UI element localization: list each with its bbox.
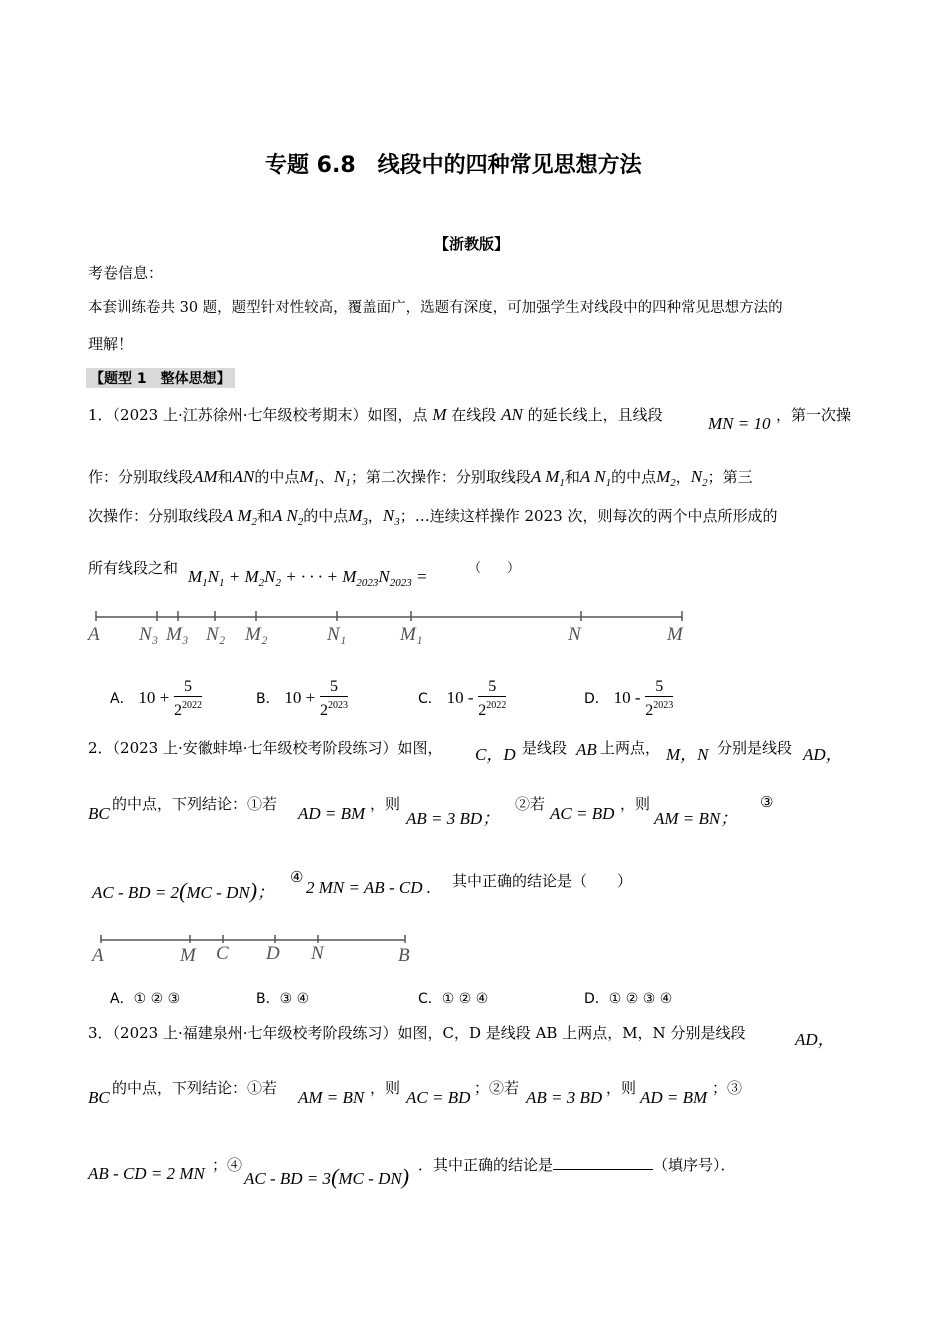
option-letter: C． [418, 691, 442, 707]
q3-source: （2023 上·福建泉州·七年级校考阶段练习）如图，C，D 是线段 AB 上两点，M，N 分别是线段 [112, 1024, 746, 1042]
q2-text: ③ [760, 793, 774, 811]
q2-text: ④ [290, 868, 304, 886]
q1-mn-equation: MN = 10 [708, 414, 771, 433]
q3-text: ；②若 [474, 1079, 520, 1097]
q2-cond2: AC = BD [550, 804, 615, 823]
q2-number: 2． [88, 739, 113, 757]
q1-text: 在线段 [451, 406, 497, 424]
q2-stmt3: AC - BD = 2(MC - DN)； [92, 878, 275, 903]
q2-text: 分别是线段 [717, 739, 793, 757]
fig-label: N₂ [206, 624, 226, 645]
q1-text: 的延长线上，且线段 [527, 406, 663, 424]
q2-res1: AB = 3 BD； [406, 809, 500, 828]
q3-text: ；③ [712, 1079, 743, 1097]
q1-math: A $N_1$ [579, 467, 612, 489]
q1-line1 [88, 404, 663, 425]
q1-option-c[interactable] [418, 678, 506, 720]
q1-option-a[interactable] [110, 678, 202, 720]
q2-option-a[interactable]: A．① ② ③ [110, 991, 181, 1007]
q1-answer-blank: （ ） [468, 561, 521, 576]
option-fraction: $\frac{5}{2^{2022}}$ [478, 678, 507, 719]
q2-line1 [88, 737, 443, 758]
fig-label: N₃ [139, 624, 159, 645]
q2-option-b[interactable]: B．③ ④ [256, 991, 310, 1007]
q2-math: AB [576, 740, 597, 759]
fig-label: A [92, 945, 104, 966]
fig-label: N [568, 624, 581, 645]
q2-option-c[interactable]: C．① ② ④ [418, 991, 489, 1007]
q1-option-d[interactable] [584, 678, 673, 720]
q1-text: 和 [564, 468, 580, 486]
option-fraction: $\frac{5}{2^{2023}}$ [645, 678, 674, 719]
q2-text: 上两点， [600, 739, 661, 757]
q2-math: M，N [666, 745, 709, 764]
q1-text: 和 [257, 507, 273, 525]
q2-text: 的中点，下列结论：①若 [112, 795, 278, 813]
option-letter: A． [110, 691, 134, 707]
q1-point-m: M [432, 405, 447, 424]
q1-line2: 作：分别取线段AM和AN的中点$M_1$、$N_1$；第二次操作：分别取线段A $M_1$和A $N_1$的中点$M_2$，$N_2$；第三 [88, 467, 753, 489]
fig-label: A [88, 624, 100, 645]
fig-label: N [311, 943, 324, 964]
q2-option-d[interactable]: D．① ② ③ ④ [584, 991, 673, 1007]
fig-label: C [216, 943, 229, 964]
answer-blank[interactable] [553, 1155, 653, 1170]
q1-text: 的中点 [611, 468, 657, 486]
q3-cond2: AB = 3 BD [526, 1088, 603, 1107]
page-title: 专题 6.8 线段中的四种常见思想方法 [265, 153, 642, 178]
q2-figure [95, 930, 415, 950]
q1-math: $N_1$ [334, 467, 351, 489]
q1-math: $N_2$ [690, 467, 708, 489]
q3-res2: AD = BM [640, 1088, 708, 1107]
q2-text: ，则 [620, 795, 651, 813]
q3-text: ，则 [370, 1079, 401, 1097]
q3-line3 [418, 1154, 736, 1175]
fig-label: M₃ [166, 624, 189, 645]
q1-am: AM [193, 467, 218, 486]
q1-sum-expression: $M_1N_1 + M_2N_2$ + · · · + $M_{2023}N_{2023}$ = [188, 567, 428, 589]
q3-text: ；④ [212, 1156, 243, 1174]
q1-math: A $M_2$ [223, 506, 258, 528]
q3-cond1: AM = BN [298, 1088, 365, 1107]
fig-label: N₁ [327, 624, 347, 645]
q1-math: A $N_2$ [272, 506, 304, 528]
q3-res1: AC = BD [406, 1088, 471, 1107]
q2-math: BC [88, 804, 110, 823]
section-heading: 【题型 1 整体思想】 [86, 368, 235, 388]
option-lead: 10 - [613, 688, 641, 707]
option-fraction: $\frac{5}{2^{2022}}$ [173, 678, 202, 719]
option-letter: D． [584, 691, 609, 707]
intro-text-2: 理解！ [88, 335, 134, 353]
q1-text: 次操作：分别取线段 [88, 507, 224, 525]
q1-an: AN [232, 467, 255, 486]
intro-text: 本套训练卷共 30 题，题型针对性较高，覆盖面广，选题有深度，可加强学生对线段中的四种常见思想方法的 [88, 300, 783, 316]
edition-label: 【浙教版】 [434, 235, 510, 253]
q3-text: 的中点，下列结论：①若 [112, 1079, 278, 1097]
option-lead: 10 + [138, 688, 170, 707]
q1-text: ，第一次操 [776, 406, 852, 424]
q1-text: 的中点 [254, 468, 300, 486]
fig-label: B [398, 945, 410, 966]
q1-text: 作：分别取线段 [88, 468, 194, 486]
q3-text: （填序号）． [653, 1156, 736, 1174]
fig-label: M [180, 945, 196, 966]
q2-text: ，则 [370, 795, 401, 813]
q1-math: $N_3$ [382, 506, 400, 528]
q1-math: $M_3$ [348, 506, 368, 528]
q1-text: ；第三 [707, 468, 753, 486]
fig-label: M [667, 624, 683, 645]
q2-stmt4: 2 MN = AB - CD . [306, 878, 431, 897]
q1-text: 和 [217, 468, 233, 486]
q1-math: A $M_1$ [530, 467, 565, 489]
option-letter: B． [256, 691, 280, 707]
q1-math: $M_2$ [656, 467, 676, 489]
q1-text: 的中点 [303, 507, 349, 525]
option-fraction: $\frac{5}{2^{2023}}$ [320, 678, 349, 719]
q2-text: 其中正确的结论是（ ） [452, 872, 633, 890]
q1-line4 [88, 557, 178, 578]
q2-math: C，D [475, 745, 516, 764]
q1-math: $M_1$ [299, 467, 319, 489]
q3-text: ．其中正确的结论是 [418, 1156, 554, 1174]
q3-math: BC [88, 1088, 110, 1107]
q3-text: ，则 [606, 1079, 637, 1097]
q1-text: ；…连续这样操作 2023 次，则每次的两个中点所形成的 [399, 507, 778, 525]
q3-line1 [88, 1022, 745, 1043]
option-lead: 10 - [446, 688, 474, 707]
q1-segment-an: AN [501, 405, 523, 424]
q3-number: 3． [88, 1024, 113, 1042]
q1-option-b[interactable] [256, 678, 348, 720]
q2-cond1: AD = BM [298, 804, 366, 823]
q3-stmt4: AC - BD = 3(MC - DN) [244, 1164, 410, 1189]
q3-stmt3: AB - CD = 2 MN [88, 1164, 205, 1183]
q1-text: ；第二次操作：分别取线段 [350, 468, 531, 486]
fig-label: M₁ [400, 624, 423, 645]
fig-label: D [266, 943, 280, 964]
q2-text: 是线段 [522, 739, 568, 757]
fig-label: M₂ [245, 624, 268, 645]
q1-line3: 次操作：分别取线段A $M_2$和A $N_2$的中点$M_3$，$N_3$；…连续这样操作 2023 次，则每次的两个中点所形成的 [88, 506, 778, 528]
q3-math: AD， [795, 1030, 835, 1049]
q2-text: ②若 [515, 795, 546, 813]
info-label: 考卷信息： [88, 264, 164, 282]
q2-source: （2023 上·安徽蚌埠·七年级校考阶段练习）如图， [112, 739, 443, 757]
q1-number: 1． [88, 406, 113, 424]
q2-res2: AM = BN； [654, 809, 738, 828]
q1-source: （2023 上·江苏徐州·七年级校考期末）如图，点 [112, 406, 428, 424]
q1-text: 所有线段之和 [88, 559, 179, 577]
option-lead: 10 + [284, 688, 316, 707]
q2-math: AD， [803, 745, 843, 764]
